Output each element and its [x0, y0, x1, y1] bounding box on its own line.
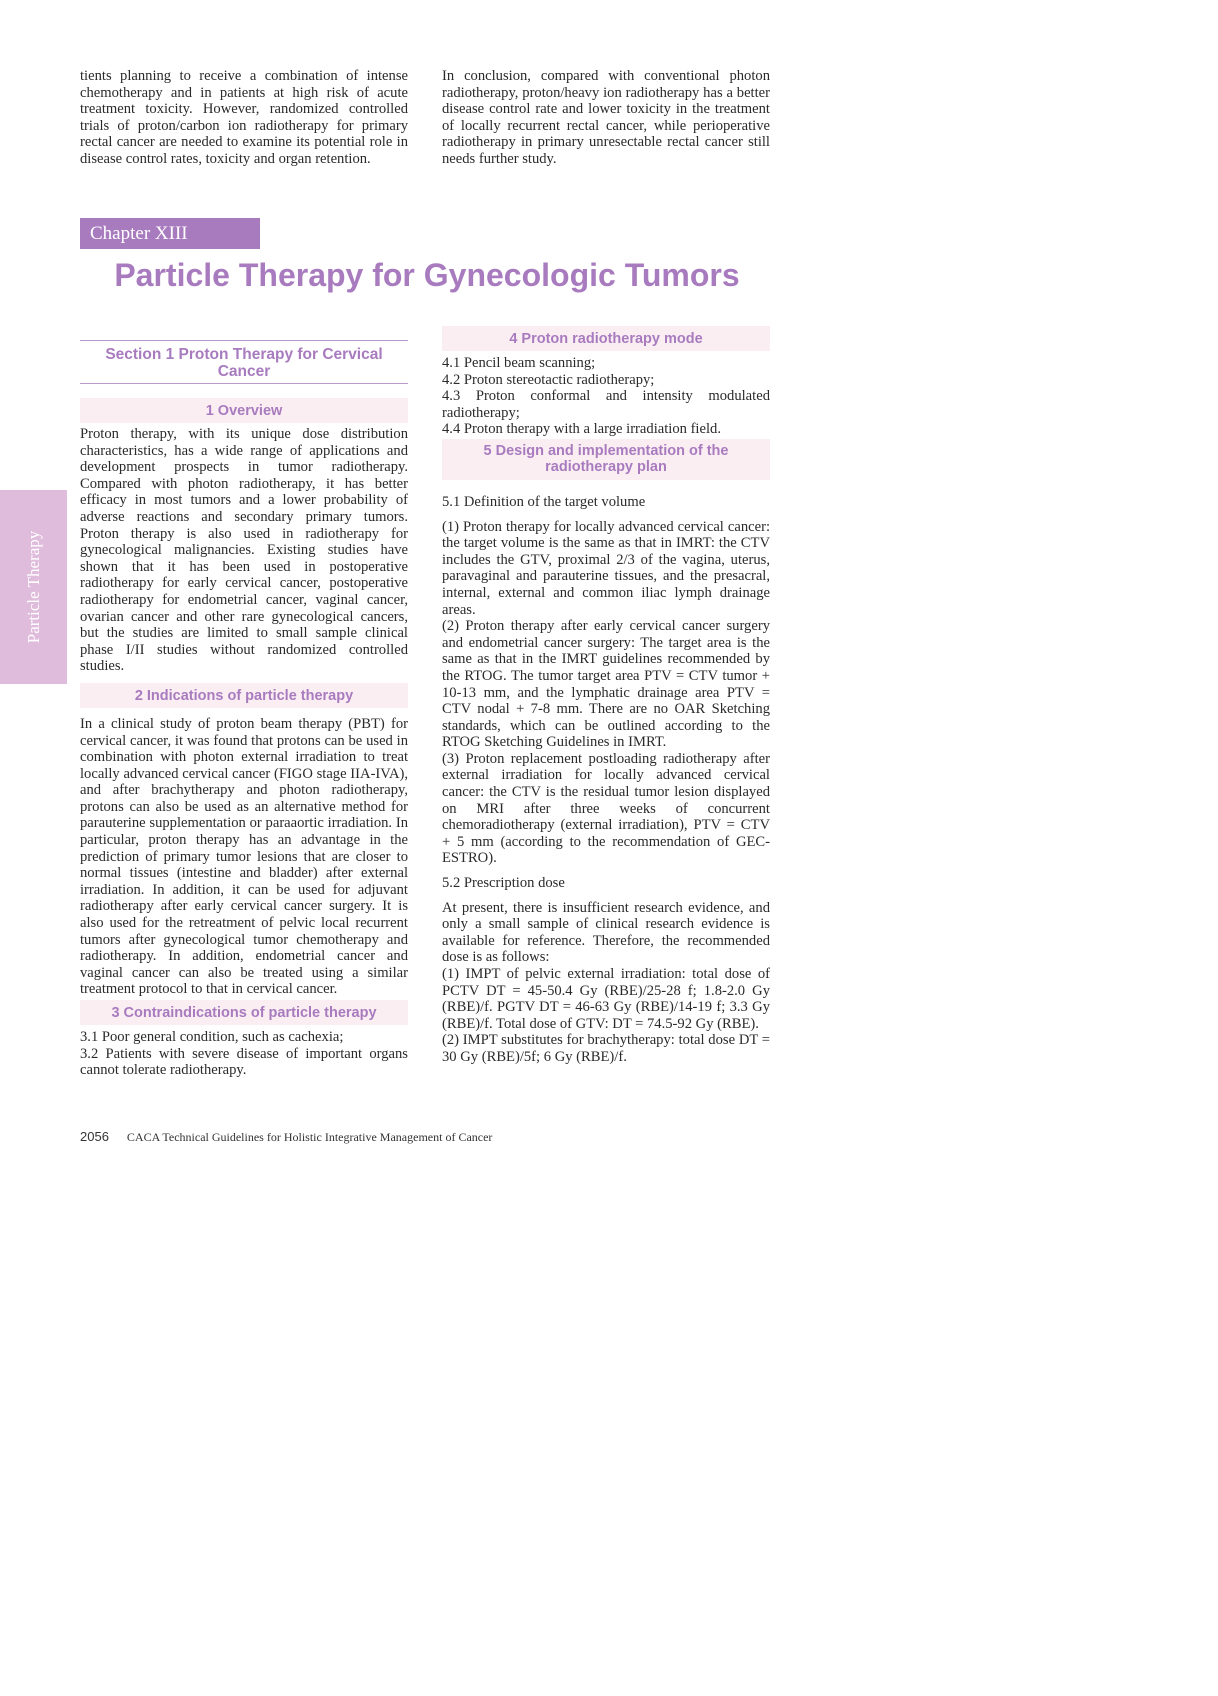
overview-paragraph: Proton therapy, with its unique dose distribution characteristics, has a wide range of applications and development prospects in tumor radiotherapy. Compared with photon radiotherapy, it has better efficacy in most tumors and a lower probability of adverse reactions and secondary primary tumors. Proton therapy is also used in radiotherapy for gynecological malignancies. Existing studies have shown that it has been used in postoperative radiotherapy for early cervical cancer, postoperative radiotherapy for endometrial cancer, vaginal cancer, ovarian cancer and other rare gynecological cancers, but the studies are limited to small sample clinical phase I/II studies without randomized controlled studies. — [80, 426, 408, 675]
mode-item: 4.3 Proton conformal and intensity modulated radiotherapy; — [442, 388, 770, 421]
mode-heading: 4 Proton radiotherapy mode — [442, 326, 770, 351]
right-column — [442, 326, 770, 1066]
continued-paragraph: tients planning to receive a combination of intense chemotherapy and in patients at high risk of acute treatment toxicity. However, randomized controlled trials of proton/carbon ion radiotherapy for primary rectal cancer are needed to examine its potential role in disease control rates, toxicity and organ retention. — [80, 68, 408, 167]
dose-item: (1) IMPT of pelvic external irradiation: total dose of PCTV DT = 45-50.4 Gy (RBE)/25-28 f; 1.8-2.0 Gy (RBE)/f. PGTV DT = 46-63 Gy (RBE)/14-19 f; 3.3 Gy (RBE)/f. Total dose of GTV: DT = 74.5-92 Gy (RBE). — [442, 966, 770, 1032]
design-heading: 5 Design and implementation of the radiotherapy plan — [442, 439, 770, 480]
top-right-column — [442, 68, 770, 168]
chapter-badge: Chapter XIII — [80, 218, 260, 249]
left-column — [80, 340, 408, 1079]
side-tab-label: Particle Therapy — [23, 530, 43, 644]
target-item: (1) Proton therapy for locally advanced cervical cancer: the target volume is the same as that in IMRT: the CTV includes the GTV, proximal 2/3 of the vagina, uterus, paravaginal and parauterine tissues, and the presacral, internal, external and common iliac lymph drainage areas. — [442, 518, 770, 618]
page-footer — [80, 1130, 492, 1144]
conclusion-paragraph: In conclusion, compared with conventional photon radiotherapy, proton/heavy ion radiotherapy has a better disease control rate and lower toxicity in the treatment of locally recurrent rectal cancer, while perioperative radiotherapy in primary unresectable rectal cancer still needs further study. — [442, 68, 770, 167]
page-number: 2056 — [80, 1129, 109, 1144]
contraindication-item: 3.2 Patients with severe disease of important organs cannot tolerate radiotherapy. — [80, 1045, 408, 1079]
mode-item: 4.1 Pencil beam scanning; — [442, 355, 596, 371]
dose-intro: At present, there is insufficient research evidence, and only a small sample of clinical research evidence is available for reference. Therefore, the recommended dose is as follows: — [442, 899, 770, 966]
side-tab — [0, 490, 67, 684]
contraindication-item: 3.1 Poor general condition, such as cachexia; — [80, 1029, 344, 1045]
section-title: Section 1 Proton Therapy for Cervical Cancer — [80, 340, 408, 384]
overview-heading: 1 Overview — [80, 398, 408, 423]
indications-paragraph: In a clinical study of proton beam therapy (PBT) for cervical cancer, it was found that protons can be used in combination with photon external irradiation to treat locally advanced cervical cancer (FIGO stage IIA-IVA), and after brachytherapy and photon radiotherapy, protons can also be used as an alternative method for parauterine supplementation or paraaortic irradiation. In particular, proton therapy has an advantage in the prediction of primary tumor lesions that are closer to normal tissues (intestine and bladder) after external irradiation. In addition, it can be used for adjuvant radiotherapy after early cervical cancer surgery. It is also used for the retreatment of pelvic local recurrent tumors after gynecological tumor chemotherapy and radiotherapy. In addition, endometrial cancer and vaginal cancer can also be treated using a similar treatment protocol to that in cervical cancer. — [80, 715, 408, 998]
top-left-column — [80, 68, 408, 168]
chapter-title: Particle Therapy for Gynecologic Tumors — [114, 257, 740, 293]
dose-item: (2) IMPT substitutes for brachytherapy: total dose DT = 30 Gy (RBE)/5f; 6 Gy (RBE)/f. — [442, 1032, 770, 1065]
target-item: (2) Proton therapy after early cervical cancer surgery and endometrial cancer surgery: The target area is the same as that in the IMRT guidelines recommended by the RTOG. The tumor target area PTV = CTV tumor + 10-13 mm, and the lymphatic drainage area PTV = CTV nodal + 7-8 mm. There are no OAR Sketching standards, which can be outlined according to the RTOG Sketching Guidelines in IMRT. — [442, 618, 770, 751]
mode-item: 4.4 Proton therapy with a large irradiation field. — [442, 421, 721, 438]
indications-heading: 2 Indications of particle therapy — [80, 683, 408, 708]
mode-item: 4.2 Proton stereotactic radiotherapy; — [442, 371, 655, 388]
contraindications-heading: 3 Contraindications of particle therapy — [80, 1000, 408, 1025]
target-heading: 5.1 Definition of the target volume — [442, 493, 646, 510]
dose-heading: 5.2 Prescription dose — [442, 875, 565, 892]
footer-title: CACA Technical Guidelines for Holistic Integrative Management of Cancer — [126, 1130, 493, 1144]
target-item: (3) Proton replacement postloading radiotherapy after external irradiation for locally advanced cervical cancer: the CTV is the residual tumor lesion displayed on MRI after three weeks of concurrent chemoradiotherapy (external irradiation), PTV = CTV + 5 mm (according to the recommendation of GEC-ESTRO). — [442, 750, 770, 867]
